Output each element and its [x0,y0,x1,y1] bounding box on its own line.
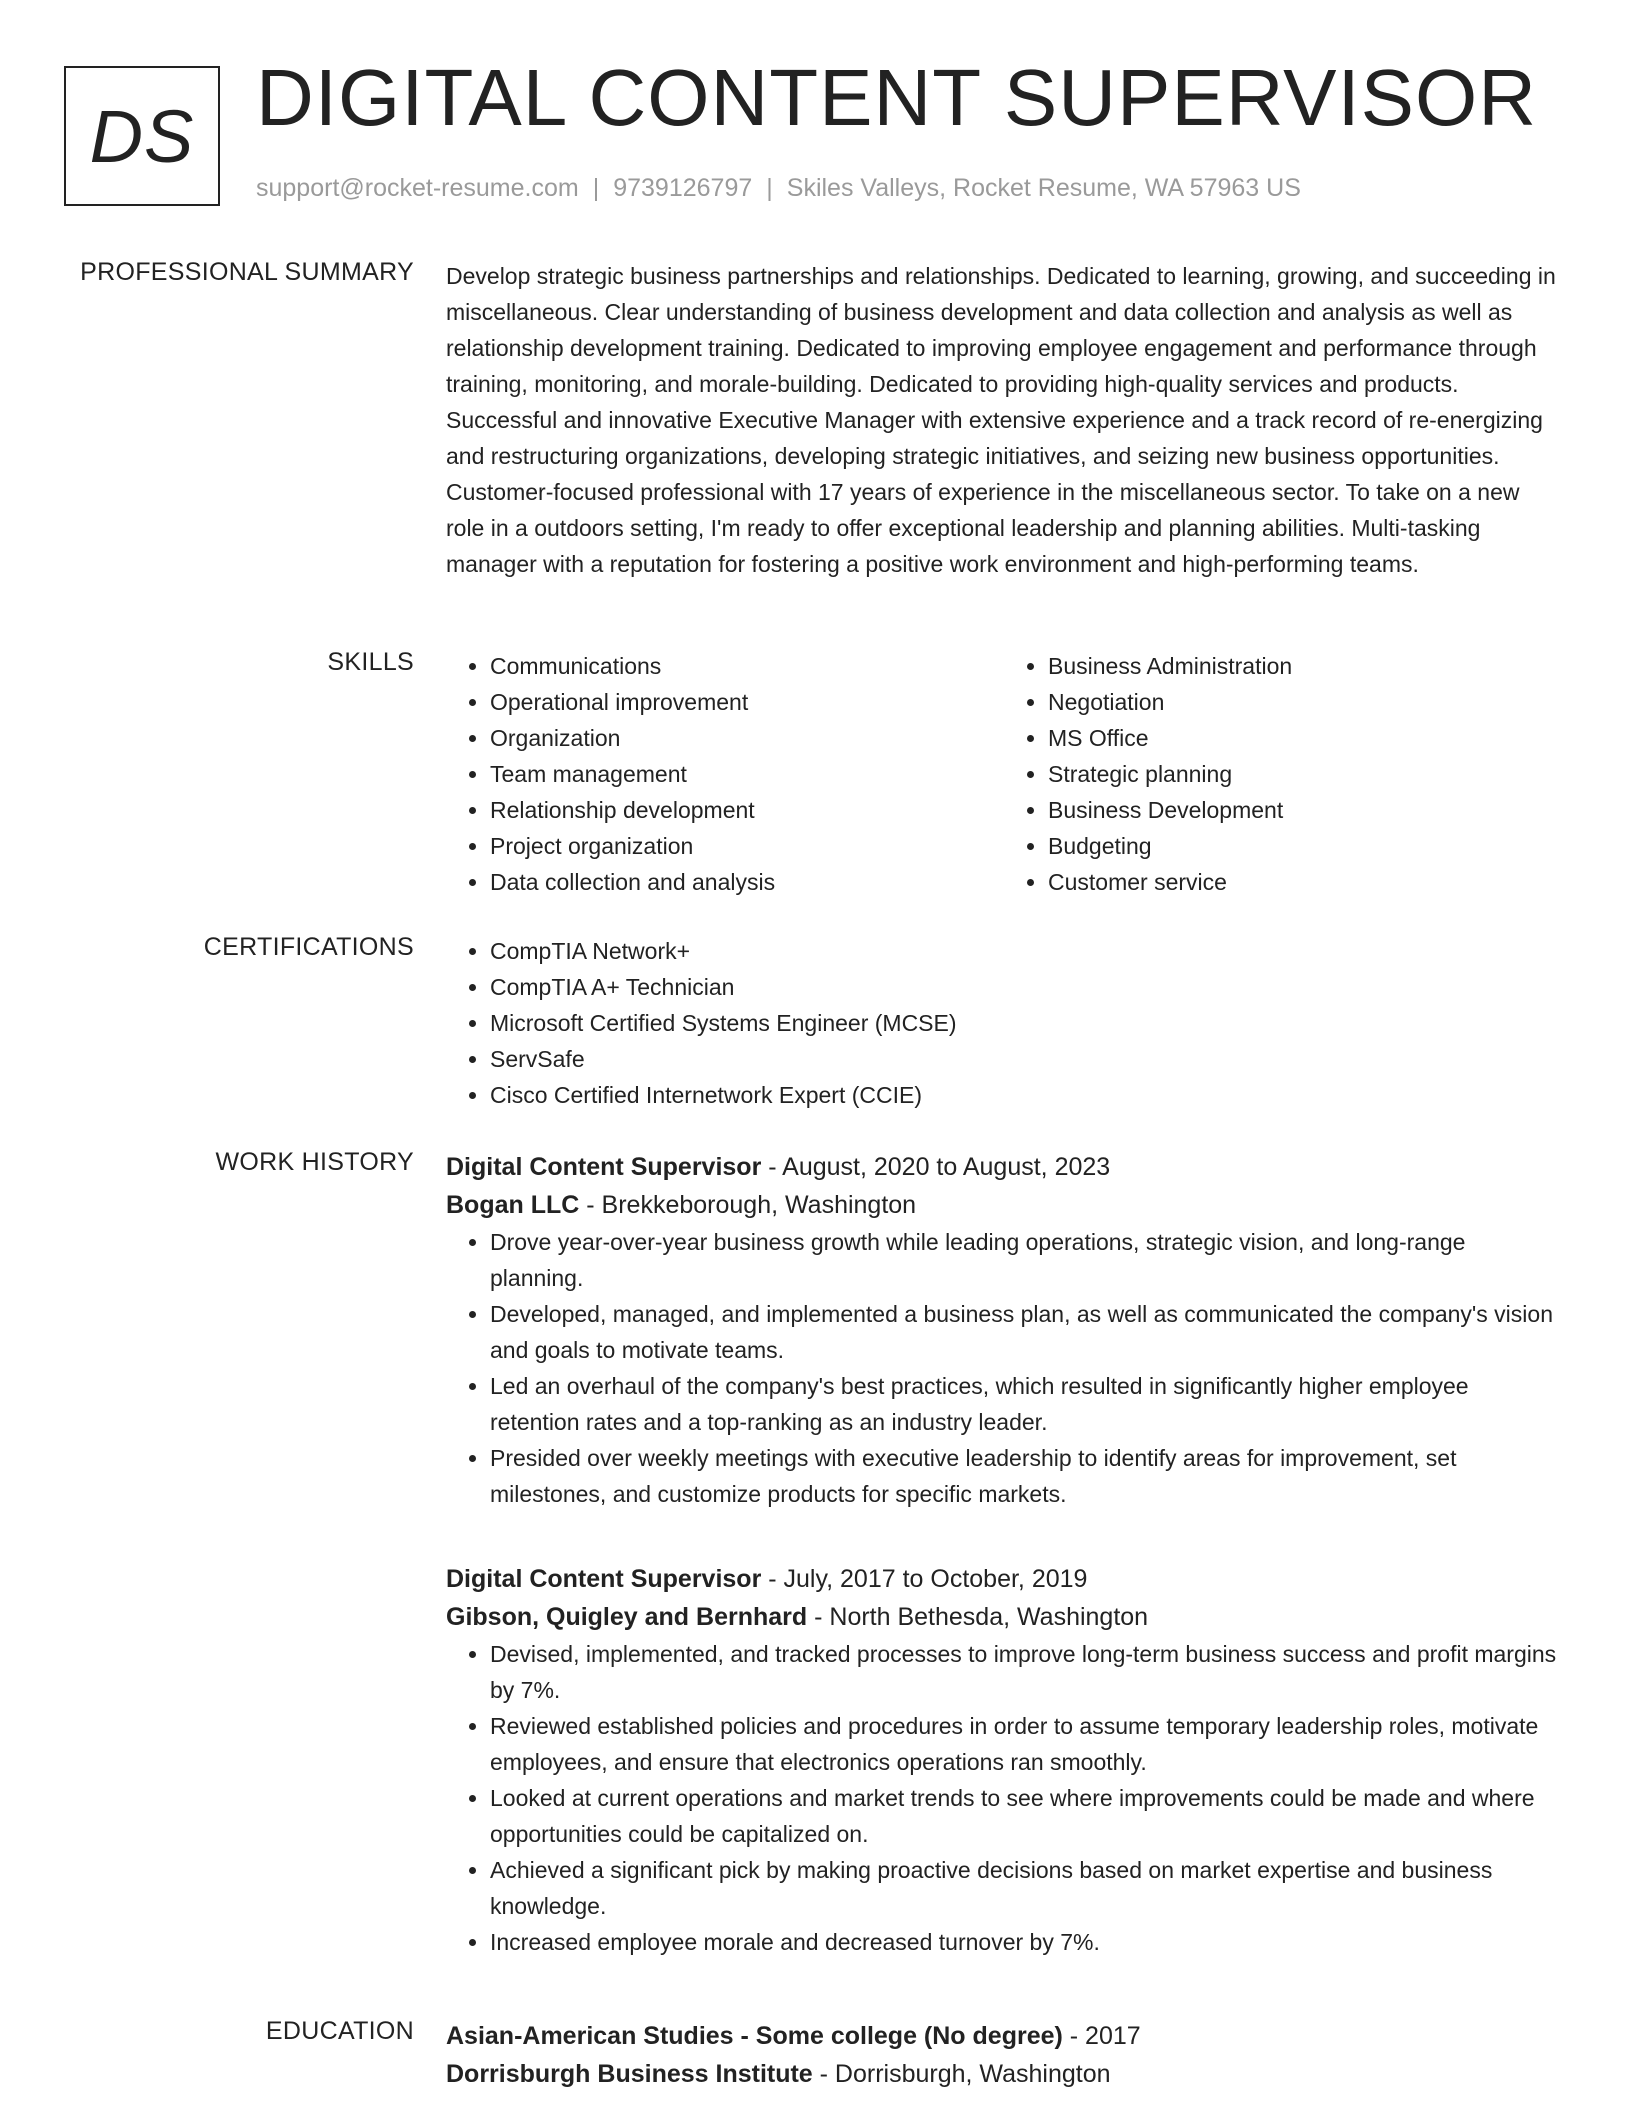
skill-item: • Customer service [1048,864,1562,900]
certification-item: • Microsoft Certified Systems Engineer (MCSE) [490,1005,1562,1041]
work-history-content-2 [446,1560,1562,1960]
job-dates: - August, 2020 to August, 2023 [761,1153,1111,1181]
certification-item: • Cisco Certified Internetwork Expert (CCIE) [490,1077,1562,1113]
job-location: - Brekkeborough, Washington [579,1191,917,1219]
skill-item: • Business Administration [1048,648,1562,684]
skill-item: • Negotiation [1048,684,1562,720]
skills-content [446,648,1562,900]
job-location: - North Bethesda, Washington [807,1603,1149,1631]
education-year: - 2017 [1062,2022,1141,2050]
skill-item: • Communications [490,648,1004,684]
job-bullet: • Led an overhaul of the company's best practices, which resulted in significantly higher employee retention rates and a top-ranking as an industry leader. [490,1368,1562,1440]
job-entry [446,1148,1562,1512]
monogram-initials: DS [89,94,195,178]
skill-item: • Budgeting [1048,828,1562,864]
contact-line [256,174,1301,203]
education-degree-line [446,2017,1562,2055]
job-company: Bogan LLC [446,1191,580,1219]
certification-item: • CompTIA Network+ [490,933,1562,969]
education-content [446,2017,1562,2093]
job-bullet-list [446,1224,1562,1512]
contact-separator: | [766,174,773,202]
education-degree: Asian-American Studies - Some college (No degree) [446,2022,1063,2050]
contact-phone: 9739126797 [613,174,753,202]
contact-email: support@rocket-resume.com [256,174,579,202]
work-history-label: WORK HISTORY [215,1148,414,1176]
job-bullet-list [446,1636,1562,1960]
summary-content [446,258,1562,582]
work-history-content [446,1148,1562,1512]
skill-item: • Strategic planning [1048,756,1562,792]
skill-item: • Business Development [1048,792,1562,828]
skill-item: • MS Office [1048,720,1562,756]
certifications-content [446,933,1562,1113]
job-title-line [446,1148,1562,1186]
job-company-line [446,1598,1562,1636]
skill-item: • Organization [490,720,1004,756]
skill-item: • Data collection and analysis [490,864,1004,900]
skills-label: SKILLS [327,648,414,676]
job-company: Gibson, Quigley and Bernhard [446,1603,808,1631]
certifications-list [446,933,1562,1113]
job-dates: - July, 2017 to October, 2019 [761,1565,1088,1593]
job-bullet: • Presided over weekly meetings with executive leadership to identify areas for improvement, set milestones, and customize products for specific markets. [490,1440,1562,1512]
contact-separator: | [592,174,600,202]
education-school: Dorrisburgh Business Institute [446,2060,813,2088]
summary-label: PROFESSIONAL SUMMARY [80,258,414,286]
certification-item: • ServSafe [490,1041,1562,1077]
skill-item: • Project organization [490,828,1004,864]
contact-address: Skiles Valleys, Rocket Resume, WA 57963 US [786,174,1301,202]
education-label: EDUCATION [265,2017,414,2045]
skill-item: • Relationship development [490,792,1004,828]
summary-text: Develop strategic business partnerships and relationships. Dedicated to learning, growing, and succeeding in miscellaneous. Clear understanding of business development and data collection and analysis as well as relationship development training. Dedicated to improving employee engagement and performance through training, monitoring, and morale-building. Dedicated to providing high-quality services and products. Successful and innovative Executive Manager with extensive experience and a track record of re-energizing and restructuring organizations, developing strategic initiatives, and seizing new business opportunities. Customer-focused professional with 17 years of experience in the miscellaneous sector. To take on a new role in a outdoors setting, I'm ready to offer exceptional leadership and planning abilities. Multi-tasking manager with a reputation for fostering a positive work environment and high-performing teams. [446,263,1556,577]
skills-list-right [1004,648,1562,900]
job-title-line [446,1560,1562,1598]
education-location: - Dorrisburgh, Washington [812,2060,1111,2088]
certifications-label: CERTIFICATIONS [203,933,414,961]
skill-item: • Team management [490,756,1004,792]
job-bullet: • Drove year-over-year business growth while leading operations, strategic vision, and long-range planning. [490,1224,1562,1296]
monogram-box [64,66,220,206]
job-bullet: • Looked at current operations and market trends to see where improvements could be made and where opportunities could be capitalized on. [490,1780,1562,1852]
job-company-line [446,1186,1562,1224]
job-entry [446,1560,1562,1960]
job-bullet: • Reviewed established policies and procedures in order to assume temporary leadership roles, motivate employees, and ensure that electronics operations ran smoothly. [490,1708,1562,1780]
job-bullet: • Devised, implemented, and tracked processes to improve long-term business success and profit margins by 7%. [490,1636,1562,1708]
job-bullet: • Developed, managed, and implemented a business plan, as well as communicated the company's vision and goals to motivate teams. [490,1296,1562,1368]
skills-list-left [446,648,1004,900]
job-bullet: • Increased employee morale and decreased turnover by 7%. [490,1924,1562,1960]
certification-item: • CompTIA A+ Technician [490,969,1562,1005]
job-bullet: • Achieved a significant pick by making proactive decisions based on market expertise and business knowledge. [490,1852,1562,1924]
education-school-line [446,2055,1562,2093]
job-title: Digital Content Supervisor [446,1153,762,1181]
job-title: Digital Content Supervisor [446,1565,762,1593]
candidate-title: DIGITAL CONTENT SUPERVISOR [256,53,1538,142]
skill-item: • Operational improvement [490,684,1004,720]
